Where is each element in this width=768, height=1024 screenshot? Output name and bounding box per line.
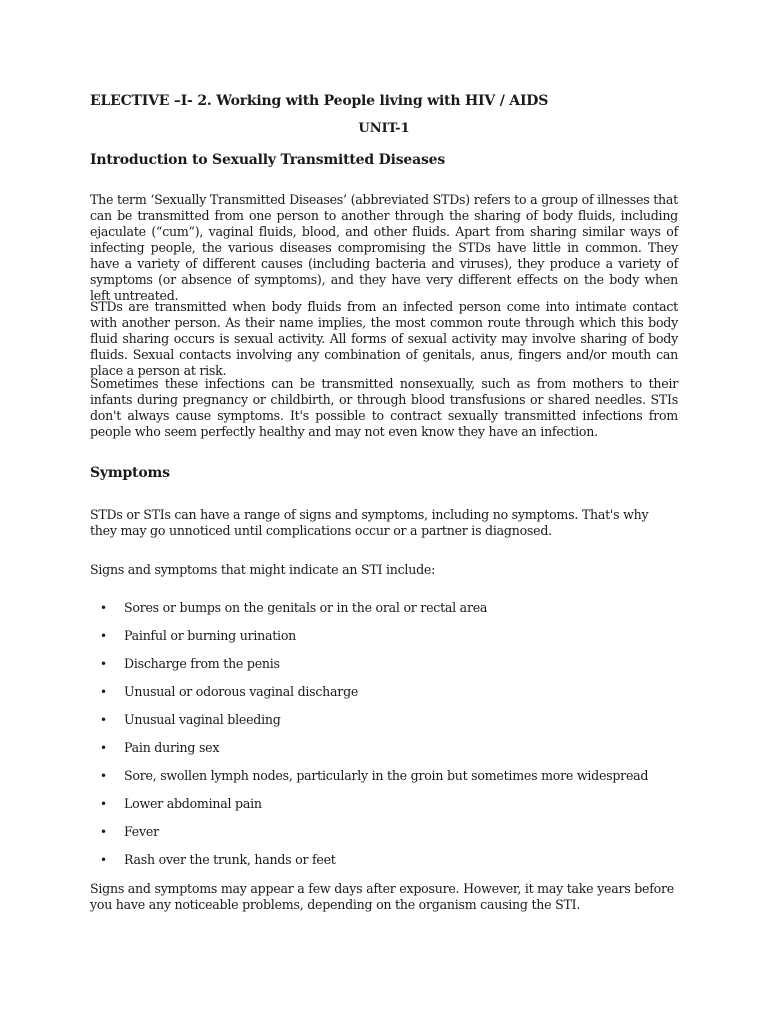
list-item-text: Pain during sex (124, 740, 220, 755)
intro-paragraph-1: The term ‘Sexually Transmitted Diseases’ (abbreviated STDs) refers to a group of illnesses that can be transmitted from one person to another through the sharing of body fluids, including ejaculate (“cum”), vaginal fluids, blood, and other fluids. Apart from sharing similar ways of infecting people, the various diseases compromising the STDs have little in common. They have a variety of different causes (including bacteria and viruses), they produce a variety of symptoms (or absence of symptoms), and they have very different effects on the body when left untreated. (90, 192, 678, 303)
bullet-icon: • (100, 769, 107, 783)
bullet-icon: • (100, 713, 107, 727)
list-item (90, 822, 690, 850)
unit-label: UNIT-1 (358, 121, 410, 136)
list-item (90, 654, 690, 682)
intro-heading: Introduction to Sexually Transmitted Diseases (90, 152, 446, 168)
list-item-text: Rash over the trunk, hands or feet (124, 852, 336, 867)
signs-intro: Signs and symptoms that might indicate an STI include: (90, 562, 436, 577)
list-item-text: Fever (124, 824, 159, 839)
document-title: ELECTIVE –I- 2. Working with People living with HIV / AIDS (90, 93, 549, 109)
symptoms-list (90, 598, 690, 878)
symptoms-heading: Symptoms (90, 465, 170, 481)
list-item-text: Unusual vaginal bleeding (124, 712, 281, 727)
bullet-icon: • (100, 629, 107, 643)
list-item-text: Lower abdominal pain (124, 796, 262, 811)
intro-paragraph-3: Sometimes these infections can be transmitted nonsexually, such as from mothers to their infants during pregnancy or childbirth, or through blood transfusions or shared needles. STIs don't always cause symptoms. It's possible to contract sexually transmitted infections from people who seem perfectly healthy and may not even know they have an infection. (90, 376, 678, 439)
bullet-icon: • (100, 685, 107, 699)
bullet-icon: • (100, 797, 107, 811)
list-item (90, 710, 690, 738)
bullet-icon: • (100, 741, 107, 755)
list-item-text: Discharge from the penis (124, 656, 280, 671)
bullet-icon: • (100, 853, 107, 867)
list-item (90, 626, 690, 654)
symptoms-intro: STDs or STIs can have a range of signs and symptoms, including no symptoms. That's why they may go unnoticed until complications occur or a partner is diagnosed. (90, 507, 649, 538)
list-item (90, 598, 690, 626)
list-item-text: Unusual or odorous vaginal discharge (124, 684, 359, 699)
intro-paragraph-2: STDs are transmitted when body fluids from an infected person come into intimate contact with another person. As their name implies, the most common route through which this body fluid sharing occurs is sexual activity. All forms of sexual activity may involve sharing of body fluids. Sexual contacts involving any combination of genitals, anus, fingers and/or mouth can place a person at risk. (90, 299, 678, 378)
list-item (90, 794, 690, 822)
bullet-icon: • (100, 657, 107, 671)
list-item (90, 738, 690, 766)
list-item (90, 850, 690, 878)
list-item (90, 766, 690, 794)
bullet-icon: • (100, 601, 107, 615)
list-item-text: Sore, swollen lymph nodes, particularly in the groin but sometimes more widespread (124, 768, 649, 783)
closing-paragraph: Signs and symptoms may appear a few days after exposure. However, it may take years before you have any noticeable problems, depending on the organism causing the STI. (90, 881, 674, 912)
list-item-text: Painful or burning urination (124, 628, 297, 643)
bullet-icon: • (100, 825, 107, 839)
list-item (90, 682, 690, 710)
list-item-text: Sores or bumps on the genitals or in the oral or rectal area (124, 600, 488, 615)
